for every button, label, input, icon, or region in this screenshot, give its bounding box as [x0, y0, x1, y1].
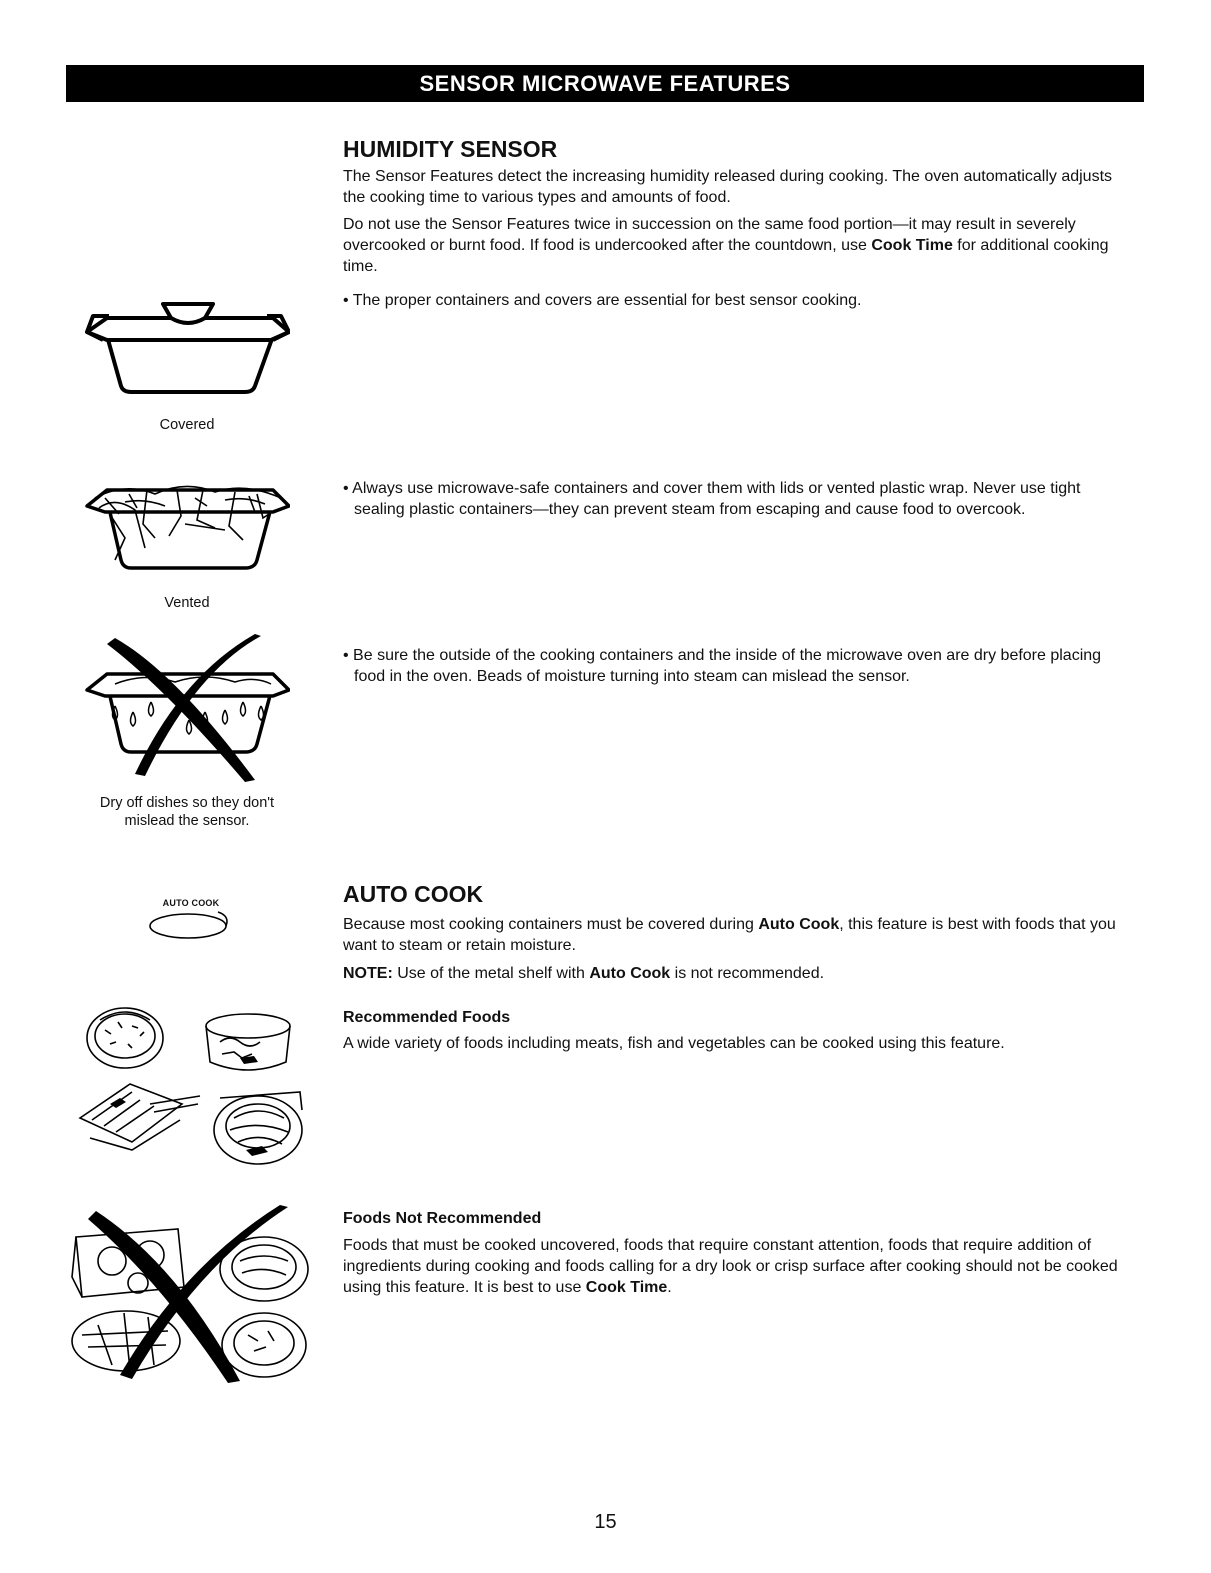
bullet-dry-containers — [343, 645, 1133, 687]
wet-dish-crossed-illustration — [85, 632, 290, 782]
note-text-end: is not recommended. — [670, 965, 825, 982]
foods-not-recommended-heading: Foods Not Recommended — [343, 1210, 542, 1227]
humidity-p2-end: for additional cooking time. — [343, 237, 1109, 275]
dry-caption-line-2: mislead the sensor. — [124, 813, 250, 829]
humidity-sensor-heading: HUMIDITY SENSOR — [343, 136, 558, 162]
cook-time-term: Cook Time — [871, 237, 953, 254]
auto-cook-button-label: AUTO COOK — [162, 898, 220, 908]
page-number: 15 — [594, 1511, 617, 1533]
note-text: Use of the metal shelf with — [392, 965, 590, 982]
auto-cook-paragraph — [343, 914, 1133, 956]
foods-not-recommended-text — [343, 1235, 1133, 1298]
vented-dish-illustration — [85, 468, 290, 578]
vented-caption: Vented — [164, 595, 210, 611]
auto-cook-p1-end: , this feature is best with foods that you want to steam or retain moisture. — [343, 916, 1116, 954]
auto-cook-note — [343, 963, 1133, 984]
recommended-foods-text: A wide variety of foods including meats, fish and vegetables can be cooked using this feature. — [343, 1035, 1005, 1052]
bullet-text: • Be sure the outside of the cooking containers and the inside of the microwave oven are dry before placing food in the oven. Beads of moisture turning into steam can mislead the sensor. — [343, 647, 1102, 685]
dry-caption-line-1: Dry off dishes so they don't — [99, 795, 275, 811]
bullet-containers — [343, 290, 1133, 311]
covered-dish-illustration — [85, 290, 290, 400]
recommended-foods-heading: Recommended Foods — [343, 1009, 511, 1026]
covered-caption: Covered — [159, 417, 215, 433]
bullet-text: • Always use microwave-safe containers and cover them with lids or vented plastic wrap. Never use tight sealing plastic containers—they can prevent steam from escaping and cause food to overcook. — [343, 480, 1081, 518]
recommended-foods-illustration — [70, 1000, 310, 1170]
auto-cook-term: Auto Cook — [758, 916, 840, 933]
cook-time-term: Cook Time — [585, 1279, 668, 1296]
auto-cook-button-icon — [144, 908, 236, 942]
auto-cook-heading: AUTO COOK — [343, 881, 484, 907]
humidity-paragraph-2 — [343, 214, 1133, 277]
not-rec-text: Foods that must be cooked uncovered, foods that require constant attention, foods that require addition of ingredients during cooking and foods calling for a dry look or crisp surface after cooking should not be cooked using this feature. It is best to use — [343, 1237, 1118, 1296]
bullet-text: • The proper containers and covers are essential for best sensor cooking. — [343, 292, 862, 309]
dry-dishes-caption — [70, 794, 304, 830]
bullet-microwave-safe — [343, 478, 1133, 520]
note-label: NOTE: — [343, 965, 393, 982]
humidity-p2-text: Do not use the Sensor Features twice in succession on the same food portion—it may result in severely overcooked or burnt food. If food is undercooked after the countdown, use — [343, 216, 1076, 254]
foods-not-recommended-illustration — [68, 1205, 313, 1385]
auto-cook-term: Auto Cook — [589, 965, 671, 982]
page-banner: SENSOR MICROWAVE FEATURES — [66, 65, 1144, 102]
auto-cook-p1-text: Because most cooking containers must be covered during — [343, 916, 759, 933]
not-rec-text-end: . — [667, 1279, 672, 1296]
humidity-paragraph-1: The Sensor Features detect the increasing humidity released during cooking. The oven automatically adjusts the cooking time to various types and amounts of food. — [343, 168, 1113, 206]
